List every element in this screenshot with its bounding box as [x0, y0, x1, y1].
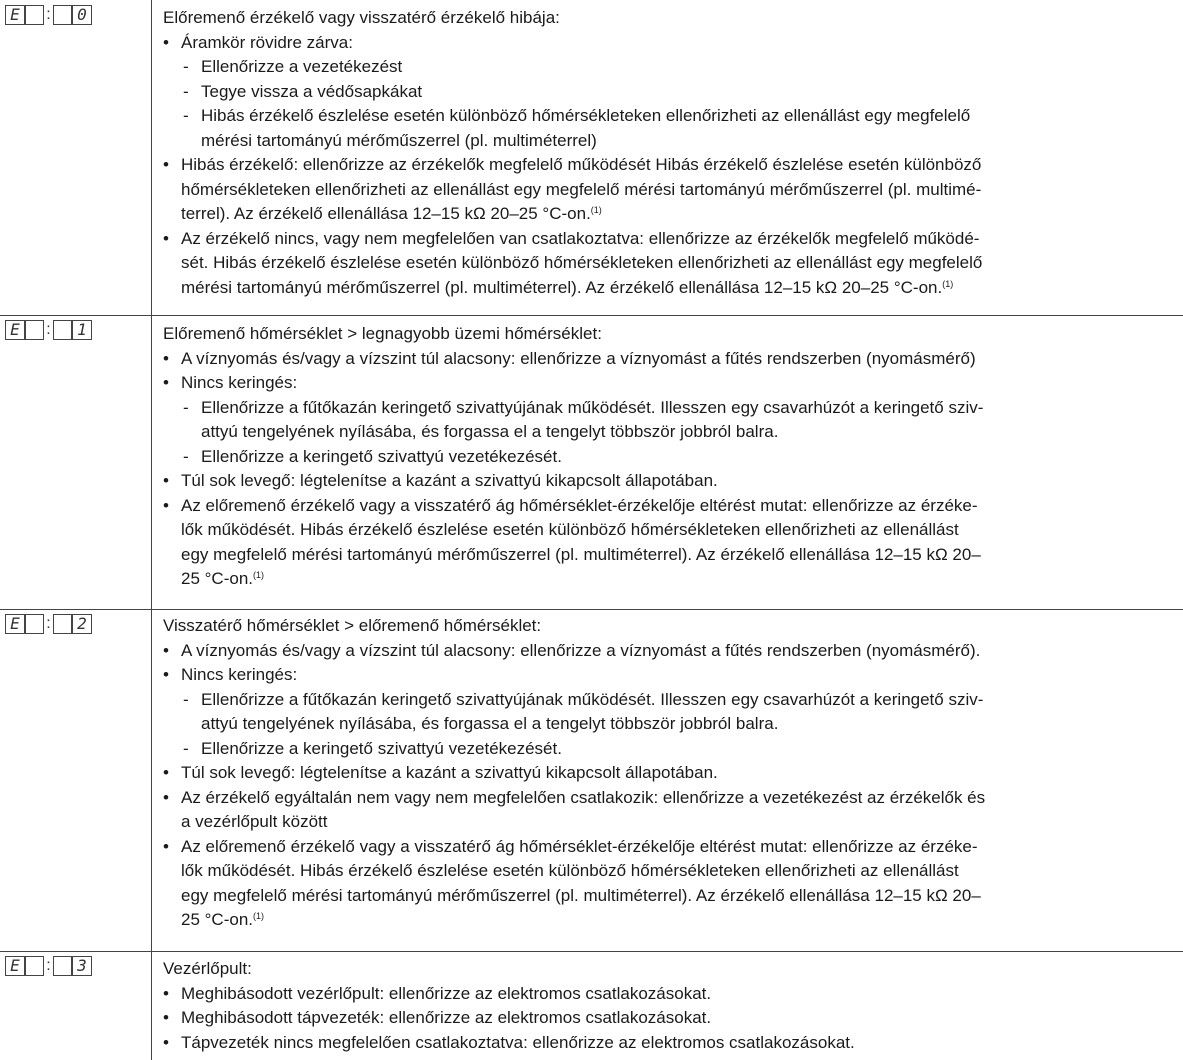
bullet-item: [163, 639, 1179, 664]
bullet-marker: •: [163, 373, 169, 392]
line-text: Túl sok levegő: légtelenítse a kazánt a szivattyú kikapcsolt állapotában.: [181, 763, 718, 782]
line-text: Tegye vissza a védősapkákat: [201, 81, 423, 101]
line-text: Az érzékelő nincs, vagy nem megfelelően van csatlakoztatva: ellenőrizze az érzékelők megfelelő működé-: [181, 228, 980, 248]
code-digit-blank: [25, 614, 44, 634]
code-digit-blank: [25, 5, 44, 25]
bullet-marker: •: [163, 228, 169, 248]
bullet-item-continuation: [163, 908, 1179, 933]
dash-item: [163, 688, 1179, 713]
line-text: attyú tengelyének nyílásába, és forgassa el a tengelyt többször jobbról balra.: [201, 422, 779, 441]
line-text: Ellenőrizze a vezetékezést: [201, 57, 403, 76]
line-text: Meghibásodott vezérlőpult: ellenőrizze az elektromos csatlakozásokat.: [181, 983, 712, 1003]
line-text: Áramkör rövidre zárva:: [181, 32, 353, 52]
bullet-marker: •: [163, 471, 169, 490]
line-text: A víznyomás és/vagy a vízszint túl alacsony: ellenőrizze a víznyomást a fűtés rendszerben (nyomásmérő).: [181, 640, 981, 660]
bullet-item: [163, 663, 1179, 688]
footnote-ref: (1): [590, 205, 602, 215]
code-digit: E: [5, 614, 25, 634]
bullet-item: [163, 786, 1179, 811]
bullet-item-continuation: [163, 178, 1179, 203]
bullet-marker: •: [163, 32, 169, 52]
bullet-marker: •: [163, 787, 169, 807]
line-text: Nincs keringés:: [181, 373, 298, 392]
line-text: 25 °C-on.: [181, 569, 254, 588]
dash-marker: -: [183, 397, 189, 417]
footnote-ref: (1): [942, 278, 954, 289]
bullet-item: [163, 347, 1179, 372]
line-text: Előremenő hőmérséklet > legnagyobb üzemi hőmérséklet:: [163, 324, 602, 343]
code-digit: E: [5, 956, 25, 976]
line-text: sét. Hibás érzékelő észlelése esetén különböző hőmérsékleteken ellenőrizheti az ellenállást egy megfelelő: [181, 253, 983, 272]
line-text: Előremenő érzékelő vagy visszatérő érzékelő hibája:: [163, 8, 560, 27]
line-text: Hibás érzékelő: ellenőrizze az érzékelők megfelelő működését Hibás érzékelő észlelése esetén különböző: [181, 155, 982, 174]
dash-item: [163, 55, 1179, 80]
code-digit: E: [5, 320, 25, 340]
code-digit-blank: [53, 5, 72, 25]
bullet-marker: •: [163, 640, 169, 660]
line-text: attyú tengelyének nyílásába, és forgassa el a tengelyt többször jobbról balra.: [201, 714, 779, 733]
line-text: Túl sok levegő: légtelenítse a kazánt a szivattyú kikapcsolt állapotában.: [181, 471, 718, 490]
line-text: Az érzékelő egyáltalán nem vagy nem megfelelően csatlakozik: ellenőrizze a vezetékezést az érzékelők és: [181, 787, 986, 807]
bullet-item-continuation: [163, 202, 1179, 227]
bullet-item: [163, 31, 1179, 56]
description-heading: [163, 957, 1179, 982]
error-description: [163, 614, 1179, 933]
dash-marker: -: [183, 57, 189, 76]
line-text: Ellenőrizze a keringető szivattyú vezetékezését.: [201, 446, 562, 466]
code-digit-blank: [53, 320, 72, 340]
line-text: lők működését. Hibás érzékelő észlelése esetén különböző hőmérsékleteken ellenőrizheti az ellenállást: [181, 861, 959, 880]
line-text: Az előremenő érzékelő vagy a visszatérő ág hőmérséklet-érzékelője eltérést mutat: ellenőrizze az érzéke-: [181, 836, 978, 856]
error-code-display: [5, 955, 92, 977]
bullet-item-continuation: [163, 251, 1179, 276]
footnote-ref: (1): [253, 570, 265, 580]
bullet-item: [163, 982, 1179, 1007]
bullet-item: [163, 469, 1179, 494]
error-code-display: [5, 613, 92, 635]
bullet-marker: •: [163, 155, 169, 174]
line-text: 25 °C-on.: [181, 910, 254, 929]
error-description: [163, 322, 1179, 592]
line-text: Ellenőrizze a fűtőkazán keringető szivattyújának működését. Illesszen egy csavarhúzót a keringető sziv-: [201, 397, 984, 417]
description-heading: [163, 322, 1179, 347]
dash-item: [163, 396, 1179, 421]
code-digit-blank: [25, 320, 44, 340]
code-digit: 3: [72, 956, 92, 976]
bullet-marker: •: [163, 983, 169, 1003]
line-text: egy megfelelő mérési tartományú mérőműszerrel (pl. multiméterrel). Az érzékelő ellenállása 12–15 kΩ 20–: [181, 544, 981, 564]
dash-item: [163, 445, 1179, 470]
bullet-item: [163, 371, 1179, 396]
dash-item: [163, 104, 1179, 129]
bullet-marker: •: [163, 348, 169, 368]
column-divider: [151, 0, 152, 1060]
code-colon: :: [46, 321, 51, 338]
description-heading: [163, 6, 1179, 31]
bullet-item: [163, 227, 1179, 252]
bullet-marker: •: [163, 1032, 169, 1052]
description-heading: [163, 614, 1179, 639]
bullet-item: [163, 761, 1179, 786]
dash-item: [163, 737, 1179, 762]
dash-marker: -: [183, 446, 189, 466]
code-digit: E: [5, 5, 25, 25]
line-text: mérési tartományú mérőműszerrel (pl. multiméterrel). Az érzékelő ellenállása 12–15 kΩ 20–25 °C-on.: [181, 277, 943, 297]
code-colon: :: [46, 957, 51, 974]
error-description: [163, 6, 1179, 300]
footnote-ref: (1): [253, 911, 265, 921]
row-divider: [0, 951, 1183, 952]
code-digit-blank: [25, 956, 44, 976]
line-text: Visszatérő hőmérséklet > előremenő hőmérséklet:: [163, 616, 542, 635]
line-text: Az előremenő érzékelő vagy a visszatérő ág hőmérséklet-érzékelője eltérést mutat: ellenőrizze az érzéke-: [181, 495, 978, 515]
line-text: Meghibásodott tápvezeték: ellenőrizze az elektromos csatlakozásokat.: [181, 1008, 712, 1027]
bullet-marker: •: [163, 763, 169, 782]
bullet-item: [163, 1006, 1179, 1031]
bullet-item: [163, 835, 1179, 860]
dash-item: [163, 80, 1179, 105]
bullet-marker: •: [163, 836, 169, 856]
dash-item-continuation: [163, 420, 1179, 445]
code-digit: 0: [72, 5, 92, 25]
bullet-item-continuation: [163, 810, 1179, 835]
bullet-item-continuation: [163, 276, 1179, 301]
line-text: terrel). Az érzékelő ellenállása 12–15 kΩ 20–25 °C-on.: [181, 204, 591, 223]
code-digit-blank: [53, 614, 72, 634]
code-colon: :: [46, 6, 51, 23]
line-text: Tápvezeték nincs megfelelően csatlakoztatva: ellenőrizze az elektromos csatlakozásokat.: [181, 1032, 855, 1052]
bullet-item-continuation: [163, 543, 1179, 568]
line-text: Ellenőrizze a keringető szivattyú vezetékezését.: [201, 738, 562, 758]
line-text: lők működését. Hibás érzékelő észlelése esetén különböző hőmérsékleteken ellenőrizheti az ellenállást: [181, 520, 959, 539]
dash-marker: -: [183, 689, 189, 709]
line-text: A víznyomás és/vagy a vízszint túl alacsony: ellenőrizze a víznyomást a fűtés rendszerben (nyomásmérő): [181, 348, 976, 368]
row-divider: [0, 315, 1183, 316]
bullet-item-continuation: [163, 567, 1179, 592]
bullet-item: [163, 494, 1179, 519]
bullet-item-continuation: [163, 859, 1179, 884]
bullet-item-continuation: [163, 884, 1179, 909]
line-text: a vezérlőpult között: [181, 812, 328, 831]
error-description: [163, 957, 1179, 1055]
dash-item-continuation: [163, 712, 1179, 737]
line-text: Nincs keringés:: [181, 665, 298, 684]
dash-marker: -: [183, 738, 189, 758]
code-digit: 2: [72, 614, 92, 634]
line-text: egy megfelelő mérési tartományú mérőműszerrel (pl. multiméterrel). Az érzékelő ellenállása 12–15 kΩ 20–: [181, 885, 981, 905]
error-code-display: [5, 4, 92, 26]
code-digit: 1: [72, 320, 92, 340]
line-text: Hibás érzékelő észlelése esetén különböző hőmérsékleteken ellenőrizheti az ellenállást egy megfelelő: [201, 106, 971, 125]
bullet-item: [163, 153, 1179, 178]
line-text: Vezérlőpult:: [163, 959, 252, 978]
dash-marker: -: [183, 106, 189, 125]
bullet-marker: •: [163, 665, 169, 684]
error-code-display: [5, 319, 92, 341]
bullet-marker: •: [163, 1008, 169, 1027]
code-colon: :: [46, 615, 51, 632]
bullet-marker: •: [163, 495, 169, 515]
bullet-item-continuation: [163, 518, 1179, 543]
code-digit-blank: [53, 956, 72, 976]
line-text: hőmérsékleteken ellenőrizheti az ellenállást egy megfelelő mérési tartományú mérőműszerrel (pl. multimé-: [181, 179, 982, 199]
line-text: mérési tartományú mérőműszerrel (pl. multiméterrel): [201, 130, 597, 150]
dash-item-continuation: [163, 129, 1179, 154]
row-divider: [0, 609, 1183, 610]
line-text: Ellenőrizze a fűtőkazán keringető szivattyújának működését. Illesszen egy csavarhúzót a keringető sziv-: [201, 689, 984, 709]
dash-marker: -: [183, 81, 189, 101]
bullet-item: [163, 1031, 1179, 1056]
